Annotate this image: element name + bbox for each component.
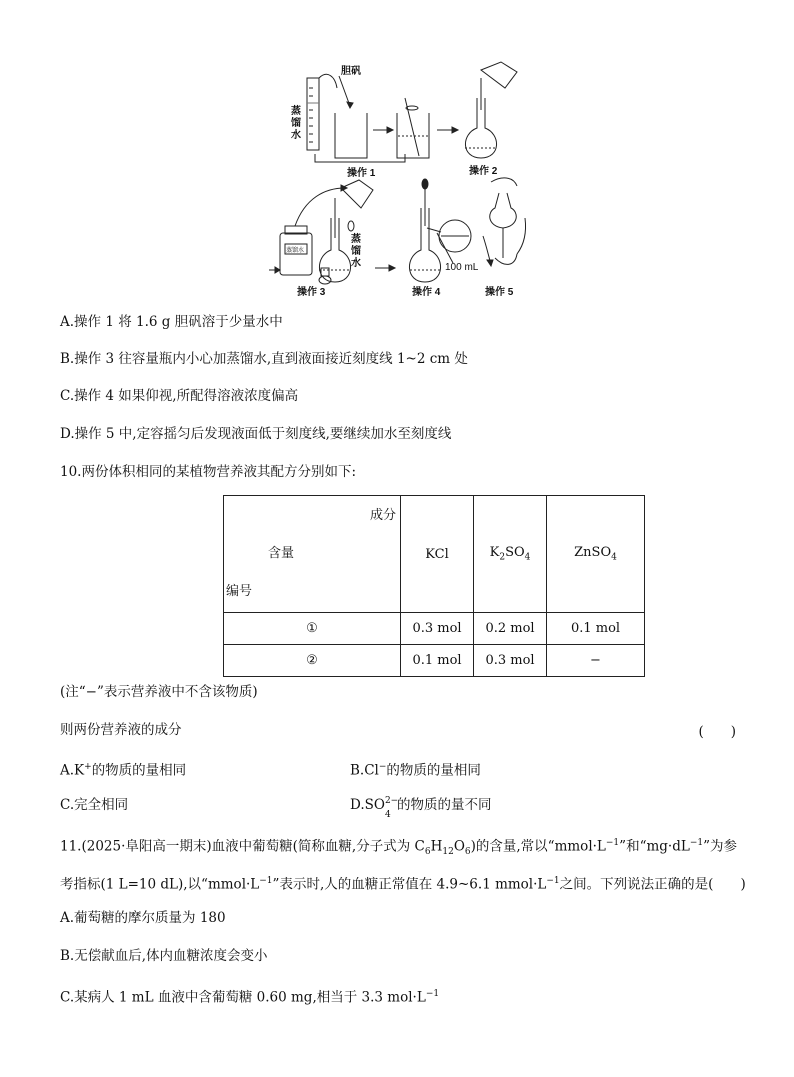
q10-option-a: A.K+的物质的量相同 <box>60 762 187 779</box>
water2-label-2: 馏 <box>351 246 361 257</box>
q9-option-c: C.操作 4 如果仰视,所配得溶液浓度偏高 <box>60 388 299 404</box>
water2-label-3: 水 <box>351 258 361 269</box>
q10-option-d: D.SO 2− 4 的物质的量不同 <box>350 796 492 820</box>
row-id: ② <box>224 645 401 677</box>
cell: 0.1 mol <box>547 613 645 645</box>
q11-option-a: A.葡萄糖的摩尔质量为 180 <box>60 910 226 926</box>
water-label-1: 蒸 <box>291 106 301 117</box>
operations-figure <box>255 58 555 303</box>
op5-label: 操作 5 <box>485 287 514 298</box>
beaker-1 <box>335 113 367 158</box>
bottle-label: 蒸馏水 <box>286 248 305 254</box>
col-kcl: KCl <box>401 496 474 613</box>
q10-stem: 10.两份体积相同的某植物营养液其配方分别如下: <box>60 464 357 480</box>
q10-note: (注“−”表示营养液中不含该物质) <box>60 684 258 700</box>
cell: 0.3 mol <box>401 613 474 645</box>
q11-option-c: C.某病人 1 mL 血液中含葡萄糖 0.60 mg,相当于 3.3 $mol\cdot L^{-1}$ <box>60 989 440 1006</box>
q11-option-b: B.无偿献血后,体内血糖浓度会变小 <box>60 948 268 964</box>
nutrient-table <box>223 495 645 677</box>
row-id: ① <box>224 613 401 645</box>
corner-component: 成分 <box>369 508 396 523</box>
corner-amount: 含量 <box>268 546 295 561</box>
col-znso4: ZnSO$_4$ <box>547 496 645 613</box>
cell: 0.3 mol <box>474 645 547 677</box>
table-corner-cell <box>224 496 401 613</box>
op1-label: 操作 1 <box>347 168 376 179</box>
q10-question: 则两份营养液的成分 <box>60 722 182 738</box>
cell: − <box>547 645 645 677</box>
corner-id: 编号 <box>226 584 253 599</box>
q11-stem-line2: 考指标(1 L=10 dL),以“$mmol\cdot L^{-1}$”表示时,人的血糖正常值在 4.9~6.1 $mmol\cdot L^{-1}$之间。下列说法正确的是( ) <box>60 876 746 893</box>
q10-option-b: B.Cl−的物质的量相同 <box>350 762 481 779</box>
cell: 0.1 mol <box>401 645 474 677</box>
cell: 0.2 mol <box>474 613 547 645</box>
beaker-2 <box>397 113 429 158</box>
q9-option-a: A.操作 1 将 1.6 g 胆矾溶于少量水中 <box>60 314 283 330</box>
water-label-3: 水 <box>291 130 301 141</box>
volumetric-flask-5 <box>490 193 517 228</box>
q9-option-b: B.操作 3 往容量瓶内小心加蒸馏水,直到液面接近刻度线 1~2 cm 处 <box>60 351 468 367</box>
flask-volume-label: 100 mL <box>445 262 479 273</box>
op4-label: 操作 4 <box>412 287 441 298</box>
water-label-2: 馏 <box>291 118 301 129</box>
alum-label: 胆矾 <box>341 66 361 77</box>
table-row <box>224 645 645 677</box>
q10-answer-paren: ( ) <box>698 724 736 740</box>
op3-label: 操作 3 <box>297 287 326 298</box>
q9-option-d: D.操作 5 中,定容摇匀后发现液面低于刻度线,要继续加水至刻度线 <box>60 426 452 442</box>
col-k2so4: $K_2SO_4$ <box>474 496 547 613</box>
water2-label-1: 蒸 <box>351 234 361 245</box>
q10-option-c: C.完全相同 <box>60 797 129 813</box>
op2-label: 操作 2 <box>469 166 498 177</box>
graduated-cylinder <box>307 78 319 150</box>
table-row <box>224 613 645 645</box>
q11-stem-line1: 11.(2025·阜阳高一期末)血液中葡萄糖(简称血糖,分子式为 $C_6H_{12}O_6$)的含量,常以“$mmol\cdot L^{-1}$”和“$mg\cdot dL^{-1}$”为参 <box>60 838 738 858</box>
